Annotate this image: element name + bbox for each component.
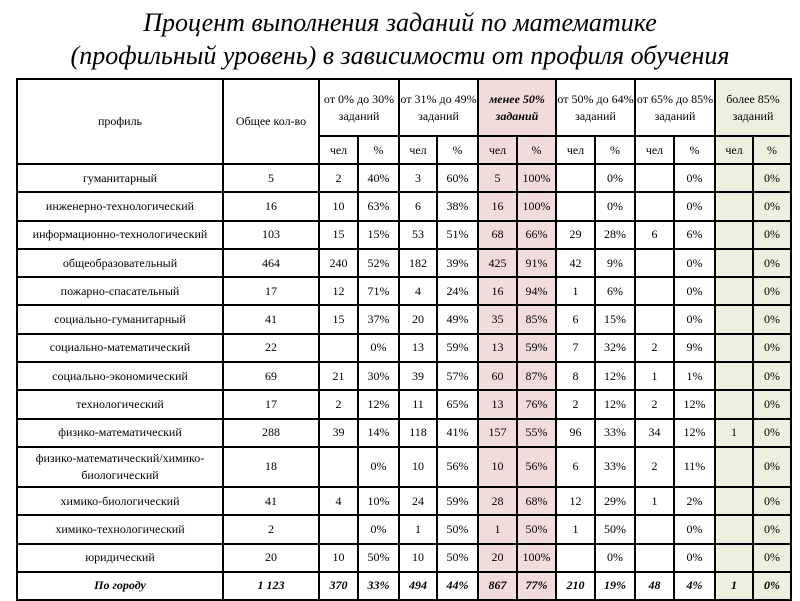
count-cell: 4 [319, 487, 358, 515]
table-row [17, 419, 791, 447]
percent-cell: 10% [358, 487, 399, 515]
percent-cell: 65% [437, 390, 478, 418]
count-cell [635, 192, 674, 220]
percent-cell: 56% [517, 447, 556, 487]
subheader-count: чел [715, 136, 753, 164]
table-row [17, 192, 791, 220]
total-count-cell: 48 [635, 572, 674, 600]
percent-cell: 52% [358, 249, 399, 277]
total-count: 2 [223, 515, 319, 543]
total-count: 1 123 [223, 572, 319, 600]
percent-cell: 0% [674, 249, 715, 277]
percent-cell: 76% [517, 390, 556, 418]
percent-cell: 49% [437, 305, 478, 333]
count-cell [556, 164, 595, 192]
percent-cell: 0% [358, 334, 399, 362]
count-cell [715, 390, 753, 418]
total-count: 103 [223, 221, 319, 249]
count-cell [715, 447, 753, 487]
percent-cell: 6% [674, 221, 715, 249]
percent-cell: 60% [437, 164, 478, 192]
count-cell [319, 334, 358, 362]
count-cell: 1 [556, 515, 595, 543]
table-row [17, 544, 791, 572]
percent-cell: 0% [674, 544, 715, 572]
percent-cell: 33% [595, 447, 635, 487]
percent-cell: 0% [674, 277, 715, 305]
count-cell: 16 [478, 192, 517, 220]
percent-cell: 0% [753, 515, 791, 543]
percent-cell: 40% [358, 164, 399, 192]
subheader-pct: % [437, 136, 478, 164]
total-count-cell: 1 [715, 572, 753, 600]
total-count: 17 [223, 390, 319, 418]
count-cell: 6 [556, 305, 595, 333]
header-group: менее 50% заданий [478, 79, 556, 136]
percent-cell: 38% [437, 192, 478, 220]
subheader-count: чел [635, 136, 674, 164]
count-cell [635, 249, 674, 277]
count-cell: 20 [478, 544, 517, 572]
header-group: от 31% до 49% заданий [399, 79, 478, 136]
percent-cell: 85% [517, 305, 556, 333]
count-cell [715, 221, 753, 249]
percent-cell: 50% [437, 515, 478, 543]
profile-name: гуманитарный [17, 164, 223, 192]
count-cell: 16 [478, 277, 517, 305]
total-percent-cell: 44% [437, 572, 478, 600]
percent-cell: 51% [437, 221, 478, 249]
percent-cell: 0% [753, 487, 791, 515]
count-cell [715, 515, 753, 543]
profile-name: пожарно-спасательный [17, 277, 223, 305]
total-count: 41 [223, 305, 319, 333]
count-cell: 15 [319, 221, 358, 249]
percent-cell: 0% [753, 277, 791, 305]
table-row [17, 362, 791, 390]
table-row [17, 305, 791, 333]
title-line-2: (профильный уровень) в зависимости от профиля обучения [70, 41, 730, 70]
percent-cell: 41% [437, 419, 478, 447]
count-cell: 2 [635, 447, 674, 487]
total-count: 20 [223, 544, 319, 572]
table-row [17, 447, 791, 487]
count-cell: 7 [556, 334, 595, 362]
percent-cell: 100% [517, 192, 556, 220]
percent-cell: 0% [595, 192, 635, 220]
count-cell: 24 [399, 487, 437, 515]
count-cell: 21 [319, 362, 358, 390]
count-cell: 11 [399, 390, 437, 418]
percent-cell: 68% [517, 487, 556, 515]
total-count-cell: 370 [319, 572, 358, 600]
count-cell: 425 [478, 249, 517, 277]
count-cell [635, 305, 674, 333]
subheader-pct: % [358, 136, 399, 164]
total-count: 69 [223, 362, 319, 390]
count-cell: 10 [478, 447, 517, 487]
total-percent-cell: 19% [595, 572, 635, 600]
count-cell: 10 [319, 192, 358, 220]
table-row [17, 515, 791, 543]
percent-cell: 55% [517, 419, 556, 447]
count-cell [715, 362, 753, 390]
percent-cell: 12% [674, 419, 715, 447]
count-cell: 12 [556, 487, 595, 515]
count-cell [715, 305, 753, 333]
count-cell: 2 [635, 334, 674, 362]
percent-cell: 0% [753, 362, 791, 390]
percent-cell: 0% [753, 334, 791, 362]
percent-cell: 50% [437, 544, 478, 572]
percent-cell: 0% [595, 544, 635, 572]
percent-cell: 24% [437, 277, 478, 305]
percent-cell: 91% [517, 249, 556, 277]
percent-cell: 1% [674, 362, 715, 390]
total-count-cell: 210 [556, 572, 595, 600]
percent-cell: 63% [358, 192, 399, 220]
count-cell: 6 [635, 221, 674, 249]
percent-cell: 0% [674, 515, 715, 543]
title-line-1: Процент выполнения заданий по математике [143, 8, 657, 37]
percent-cell: 29% [595, 487, 635, 515]
percent-cell: 71% [358, 277, 399, 305]
percent-cell: 0% [753, 221, 791, 249]
subheader-count: чел [556, 136, 595, 164]
count-cell: 42 [556, 249, 595, 277]
profile-name: социально-гуманитарный [17, 305, 223, 333]
total-percent-cell: 77% [517, 572, 556, 600]
count-cell: 1 [635, 487, 674, 515]
percent-cell: 6% [595, 277, 635, 305]
percent-cell: 0% [753, 390, 791, 418]
header-group: более 85% заданий [715, 79, 791, 136]
profile-name: юридический [17, 544, 223, 572]
count-cell: 13 [399, 334, 437, 362]
total-row [17, 572, 791, 600]
count-cell: 2 [556, 390, 595, 418]
subheader-pct: % [517, 136, 556, 164]
count-cell: 2 [319, 164, 358, 192]
count-cell: 96 [556, 419, 595, 447]
count-cell: 60 [478, 362, 517, 390]
total-count-cell: 867 [478, 572, 517, 600]
count-cell: 2 [319, 390, 358, 418]
percent-cell: 50% [358, 544, 399, 572]
header-profile: профиль [17, 79, 223, 164]
profile-name: инженерно-технологический [17, 192, 223, 220]
total-count: 41 [223, 487, 319, 515]
percent-cell: 0% [753, 164, 791, 192]
percent-cell: 12% [595, 362, 635, 390]
count-cell: 29 [556, 221, 595, 249]
count-cell: 5 [478, 164, 517, 192]
total-percent-cell: 33% [358, 572, 399, 600]
count-cell [715, 487, 753, 515]
total-count: 17 [223, 277, 319, 305]
count-cell: 1 [478, 515, 517, 543]
count-cell [715, 334, 753, 362]
header-total: Общее кол-во [223, 79, 319, 164]
percent-cell: 0% [674, 305, 715, 333]
count-cell: 1 [715, 419, 753, 447]
table-row [17, 249, 791, 277]
count-cell: 28 [478, 487, 517, 515]
total-percent-cell: 0% [753, 572, 791, 600]
percent-cell: 0% [674, 164, 715, 192]
count-cell [635, 515, 674, 543]
percent-cell: 50% [595, 515, 635, 543]
count-cell: 182 [399, 249, 437, 277]
count-cell: 10 [399, 544, 437, 572]
percent-cell: 59% [437, 487, 478, 515]
percent-cell: 87% [517, 362, 556, 390]
count-cell: 15 [319, 305, 358, 333]
percent-cell: 12% [358, 390, 399, 418]
count-cell: 39 [399, 362, 437, 390]
total-count: 288 [223, 419, 319, 447]
table-row [17, 221, 791, 249]
count-cell [319, 447, 358, 487]
total-percent-cell: 4% [674, 572, 715, 600]
total-count: 5 [223, 164, 319, 192]
total-count: 22 [223, 334, 319, 362]
table-row [17, 487, 791, 515]
header-group: от 0% до 30% заданий [319, 79, 399, 136]
count-cell: 35 [478, 305, 517, 333]
subheader-count: чел [478, 136, 517, 164]
count-cell: 6 [399, 192, 437, 220]
table-row [17, 277, 791, 305]
count-cell: 34 [635, 419, 674, 447]
total-count: 464 [223, 249, 319, 277]
subheader-pct: % [674, 136, 715, 164]
count-cell: 240 [319, 249, 358, 277]
percent-cell: 0% [753, 447, 791, 487]
percent-cell: 0% [595, 164, 635, 192]
subheader-pct: % [753, 136, 791, 164]
percent-cell: 66% [517, 221, 556, 249]
subheader-count: чел [319, 136, 358, 164]
profile-name: физико-математический/химико-биологический [17, 447, 223, 487]
percent-cell: 0% [753, 249, 791, 277]
results-table [16, 78, 792, 601]
count-cell: 8 [556, 362, 595, 390]
header-group: от 65% до 85% заданий [635, 79, 715, 136]
percent-cell: 94% [517, 277, 556, 305]
count-cell [715, 277, 753, 305]
count-cell [715, 249, 753, 277]
percent-cell: 33% [595, 419, 635, 447]
percent-cell: 2% [674, 487, 715, 515]
count-cell [319, 515, 358, 543]
percent-cell: 30% [358, 362, 399, 390]
percent-cell: 15% [358, 221, 399, 249]
percent-cell: 57% [437, 362, 478, 390]
percent-cell: 28% [595, 221, 635, 249]
percent-cell: 15% [595, 305, 635, 333]
percent-cell: 100% [517, 544, 556, 572]
total-label: По городу [17, 572, 223, 600]
percent-cell: 0% [753, 544, 791, 572]
count-cell [715, 164, 753, 192]
percent-cell: 0% [753, 419, 791, 447]
percent-cell: 0% [753, 192, 791, 220]
subheader-pct: % [595, 136, 635, 164]
count-cell: 3 [399, 164, 437, 192]
page-title [0, 6, 800, 72]
percent-cell: 32% [595, 334, 635, 362]
percent-cell: 12% [595, 390, 635, 418]
count-cell [556, 544, 595, 572]
count-cell [635, 544, 674, 572]
total-count-cell: 494 [399, 572, 437, 600]
percent-cell: 12% [674, 390, 715, 418]
percent-cell: 0% [753, 305, 791, 333]
table-row [17, 164, 791, 192]
percent-cell: 37% [358, 305, 399, 333]
percent-cell: 59% [517, 334, 556, 362]
count-cell: 10 [319, 544, 358, 572]
count-cell: 157 [478, 419, 517, 447]
count-cell: 13 [478, 334, 517, 362]
percent-cell: 100% [517, 164, 556, 192]
table-row [17, 334, 791, 362]
count-cell: 39 [319, 419, 358, 447]
percent-cell: 0% [358, 515, 399, 543]
count-cell [635, 277, 674, 305]
percent-cell: 0% [358, 447, 399, 487]
percent-cell: 56% [437, 447, 478, 487]
profile-name: химико-технологический [17, 515, 223, 543]
profile-name: технологический [17, 390, 223, 418]
count-cell: 13 [478, 390, 517, 418]
subheader-count: чел [399, 136, 437, 164]
percent-cell: 0% [674, 192, 715, 220]
count-cell [715, 192, 753, 220]
count-cell: 118 [399, 419, 437, 447]
count-cell [635, 164, 674, 192]
profile-name: химико-биологический [17, 487, 223, 515]
count-cell: 1 [635, 362, 674, 390]
count-cell: 1 [399, 515, 437, 543]
total-count: 18 [223, 447, 319, 487]
count-cell: 6 [556, 447, 595, 487]
count-cell [715, 544, 753, 572]
profile-name: социально-математический [17, 334, 223, 362]
count-cell: 4 [399, 277, 437, 305]
percent-cell: 9% [595, 249, 635, 277]
count-cell: 53 [399, 221, 437, 249]
count-cell: 2 [635, 390, 674, 418]
header-row [17, 79, 791, 136]
count-cell [556, 192, 595, 220]
percent-cell: 59% [437, 334, 478, 362]
percent-cell: 11% [674, 447, 715, 487]
count-cell: 20 [399, 305, 437, 333]
percent-cell: 39% [437, 249, 478, 277]
count-cell: 1 [556, 277, 595, 305]
percent-cell: 14% [358, 419, 399, 447]
total-count: 16 [223, 192, 319, 220]
profile-name: социально-экономический [17, 362, 223, 390]
profile-name: общеобразовательный [17, 249, 223, 277]
count-cell: 12 [319, 277, 358, 305]
profile-name: информационно-технологический [17, 221, 223, 249]
percent-cell: 50% [517, 515, 556, 543]
count-cell: 68 [478, 221, 517, 249]
header-group: от 50% до 64% заданий [556, 79, 635, 136]
percent-cell: 9% [674, 334, 715, 362]
count-cell: 10 [399, 447, 437, 487]
profile-name: физико-математический [17, 419, 223, 447]
table-row [17, 390, 791, 418]
